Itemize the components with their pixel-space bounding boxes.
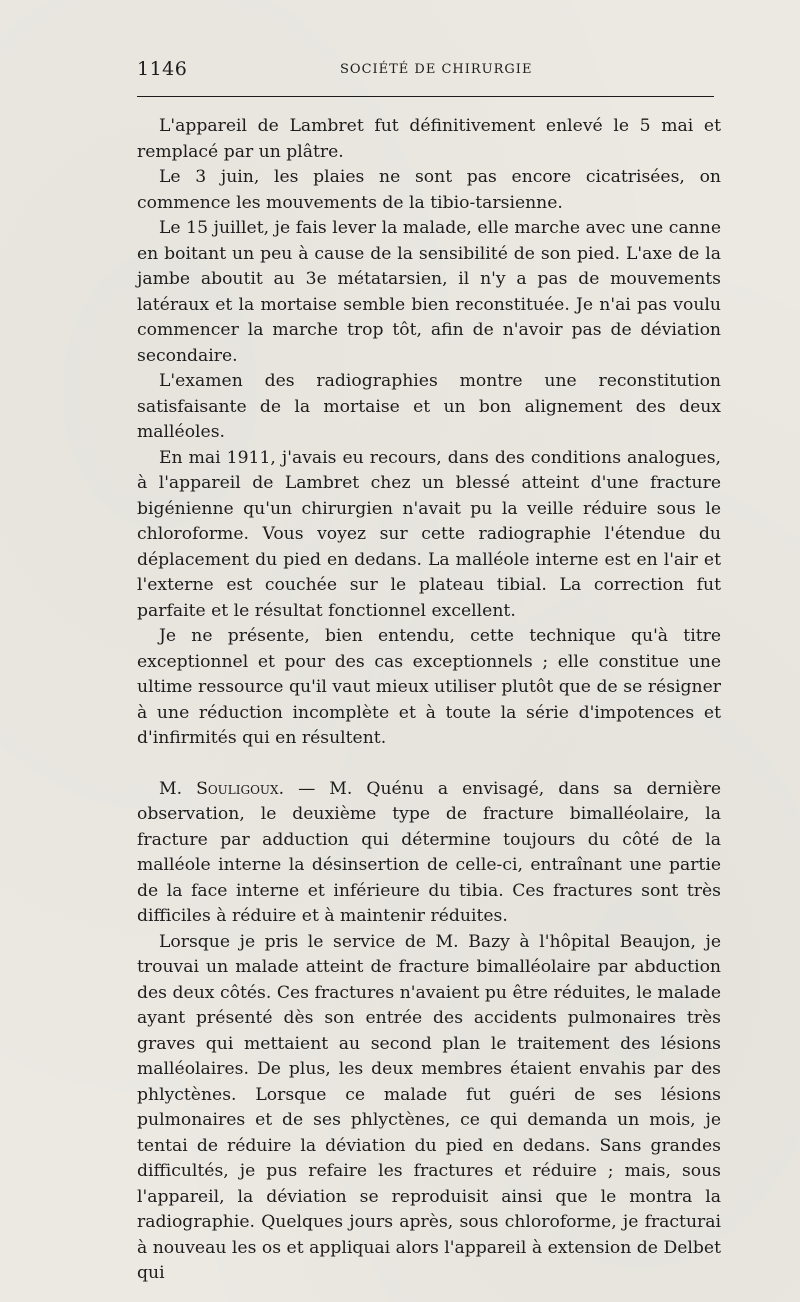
page — [137, 58, 721, 1283]
page-header — [137, 58, 721, 84]
paragraph: Je ne présente, bien entendu, cette technique qu'à titre exceptionnel et pour des cas exceptionnels ; elle constitue une ultime ressource qu'il vaut mieux utiliser plutôt que de se résigner à une réduction incomplète et à toute la série d'impotences et d'infirmités qui en résultent. — [137, 626, 721, 748]
speaker-name: M. Souligoux. — [159, 778, 285, 799]
discussion-opening-text: M. Quénu a envisagé, dans sa dernière observation, le deuxième type de fracture bimalléolaire, la fracture par adduction qui détermine toujours du côté de la malléole interne la désinsertion de celle-ci, entraînant une partie de la face interne et inférieure du tibia. Ces fractures sont très difficiles à réduire et à maintenir réduites. — [137, 778, 721, 926]
header-rule — [137, 96, 714, 97]
paragraph: L'appareil de Lambret fut définitivement enlevé le 5 mai et remplacé par un plâtre. — [137, 116, 721, 162]
speaker-separator: — — [284, 778, 330, 799]
discussion-paragraph — [137, 777, 721, 930]
paragraph: Le 15 juillet, je fais lever la malade, elle marche avec une canne en boitant un peu à cause de la sensibilité de son pied. L'axe de la jambe aboutit au 3e métatarsien, il n'y a pas de mouvements latéraux et la mortaise semble bien reconstituée. Je n'ai pas voulu commencer la marche trop tôt, afin de n'avoir pas de déviation secondaire. — [137, 218, 721, 366]
paragraph: Le 3 juin, les plaies ne sont pas encore cicatrisées, on commence les mouvements de la tibio-tarsienne. — [137, 167, 721, 213]
body-text — [137, 114, 721, 1287]
paragraph: Lorsque je pris le service de M. Bazy à l'hôpital Beaujon, je trouvai un malade atteint de fracture bimalléolaire par abduction des deux côtés. Ces fractures n'avaient pu être réduites, le malade ayant présenté dès son entrée des accidents pulmonaires très graves qui mettaient au second plan le traitement des lésions malléolaires. De plus, les deux membres étaient envahis par des phlyctènes. Lorsque ce malade fut guéri de ses lésions pulmonaires et de ses phlyctènes, ce qui demanda un mois, je tentai de réduire la déviation du pied en dedans. Sans grandes difficultés, je pus refaire les fractures et réduire ; mais, sous l'appareil, la déviation se reproduisit ainsi que le montra la radiographie. Quelques jours après, sous chloroforme, je fracturai à nouveau les os et appliquai alors l'appareil à extension de Delbet qui — [137, 931, 721, 1283]
page-number: 1146 — [137, 58, 188, 80]
running-title: SOCIÉTÉ DE CHIRURGIE — [340, 62, 533, 77]
paragraph: L'examen des radiographies montre une reconstitution satisfaisante de la mortaise et un bon alignement des deux malléoles. — [137, 371, 721, 442]
paragraph: En mai 1911, j'avais eu recours, dans des conditions analogues, à l'appareil de Lambret chez un blessé atteint d'une fracture bigénienne qu'un chirurgien n'avait pu la veille réduire sous le chloroforme. Vous voyez sur cette radiographie l'étendue du déplacement du pied en dedans. La malléole interne est en l'air et l'externe est couchée sur le plateau tibial. La correction fut parfaite et le résultat fonctionnel excellent. — [137, 447, 721, 621]
